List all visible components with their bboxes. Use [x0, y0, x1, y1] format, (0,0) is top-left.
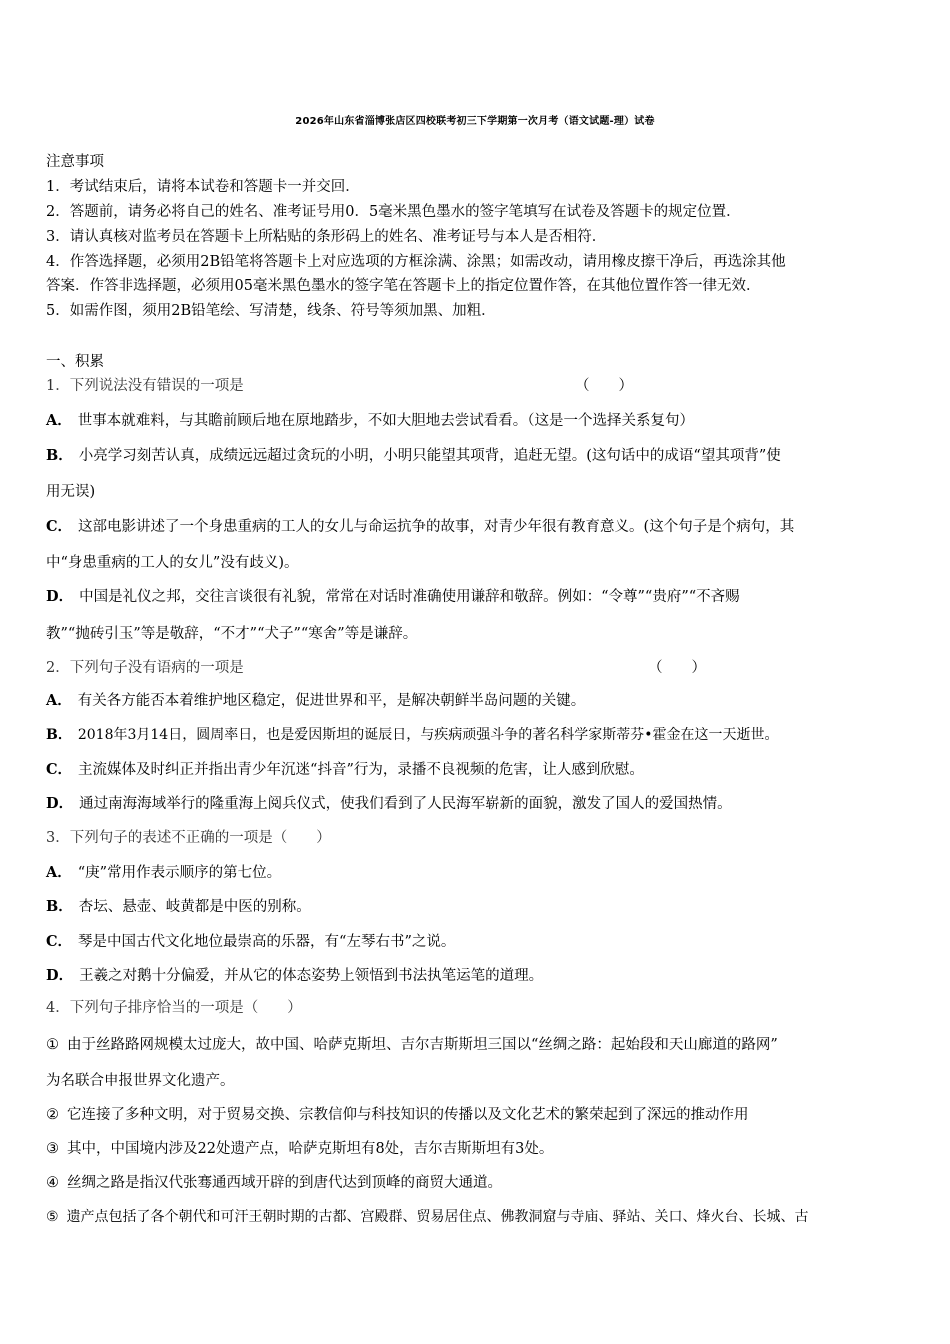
notice-item-4-cont: 答案．作答非选择题，必须用05毫米黑色墨水的签字笔在答题卡上的指定位置作答，在其他位置作答一律无效． — [46, 278, 761, 294]
q4-item-4 — [46, 1173, 502, 1193]
item-mark: ④ — [46, 1175, 59, 1191]
option-text: 世事本就难料，与其瞻前顾后地在原地踏步，不如大胆地去尝试看看。（这是一个选择关系复句） — [77, 413, 695, 429]
notice-item-2: 2．答题前，请务必将自己的姓名、准考证号用0．5毫米黑色墨水的签字笔填写在试卷及答题卡的规定位置． — [46, 204, 741, 220]
q1-answer-paren: （ ） — [575, 378, 633, 394]
q3-option-b — [46, 897, 311, 917]
q4-item-5 — [46, 1207, 809, 1227]
q2-stem: 2．下列句子没有语病的一项是 — [46, 660, 244, 676]
option-text: “庚”常用作表示顺序的第七位。 — [77, 865, 282, 881]
option-label: D． — [46, 588, 74, 605]
q1-option-d-cont: 教”“抛砖引玉”等是敬辞，“不才”“犬子”“寒舍”等是谦辞。 — [46, 626, 418, 642]
item-text: 丝绸之路是指汉代张骞通西域开辟的到唐代达到顶峰的商贸大通道。 — [67, 1175, 502, 1191]
item-mark: ① — [46, 1037, 59, 1053]
option-label: D． — [46, 967, 74, 984]
q3-option-a — [46, 863, 281, 883]
q4-item-1-cont: 为名联合申报世界文化遗产。 — [46, 1073, 235, 1089]
q4-stem: 4．下列句子排序恰当的一项是（ ） — [46, 1000, 302, 1016]
section-heading: 一、积累 — [46, 354, 104, 370]
option-text: 2018年3月14日，圆周率日，也是爱因斯坦的诞辰日，与疾病顽强斗争的著名科学家斯蒂芬•霍金在这一天逝世。 — [77, 727, 779, 743]
notice-item-3: 3．请认真核对监考员在答题卡上所粘贴的条形码上的姓名、准考证号与本人是否相符． — [46, 229, 607, 245]
q1-stem: 1．下列说法没有错误的一项是 — [46, 378, 244, 394]
option-label: C． — [46, 518, 73, 535]
q2-option-d — [46, 794, 732, 814]
item-mark: ⑤ — [46, 1209, 59, 1225]
item-text: 遗产点包括了各个朝代和可汗王朝时期的古都、宫殿群、贸易居住点、佛教洞窟与寺庙、驿站、关口、烽火台、长城、古 — [66, 1209, 809, 1225]
notice-item-1: 1．考试结束后，请将本试卷和答题卡一并交回． — [46, 179, 360, 195]
q2-option-b — [46, 725, 778, 745]
option-label: A． — [46, 412, 72, 429]
option-text: 有关各方能否本着维护地区稳定，促进世界和平，是解决朝鲜半岛问题的关键。 — [77, 693, 586, 709]
q2-option-a — [46, 691, 585, 711]
q4-item-3 — [46, 1139, 553, 1159]
item-text: 它连接了多种文明，对于贸易交换、宗教信仰与科技知识的传播以及文化艺术的繁荣起到了深远的推动作用 — [67, 1107, 749, 1123]
q1-option-c — [46, 517, 794, 537]
option-text: 通过南海海域举行的隆重海上阅兵仪式，使我们看到了人民海军崭新的面貌，激发了国人的爱国热情。 — [79, 796, 732, 812]
notice-item-4: 4．作答选择题，必须用2B铅笔将答题卡上对应选项的方框涂满、涂黑；如需改动，请用橡皮擦干净后，再选涂其他 — [46, 254, 786, 270]
q1-option-c-cont: 中“身患重病的工人的女儿”没有歧义)。 — [46, 555, 299, 571]
option-text: 主流媒体及时纠正并指出青少年沉迷“抖音”行为，录播不良视频的危害，让人感到欣慰。 — [78, 762, 644, 778]
option-label: B． — [46, 447, 73, 464]
q1-option-a — [46, 411, 694, 431]
option-label: C． — [46, 761, 73, 778]
option-label: C． — [46, 933, 73, 950]
page-title: 2026年山东省淄博张店区四校联考初三下学期第一次月考（语文试题-理）试卷 — [295, 116, 655, 127]
q1-option-d — [46, 587, 740, 607]
option-text: 中国是礼仪之邦，交往言谈很有礼貌，常常在对话时准确使用谦辞和敬辞。例如：“令尊”“贵府”“不吝赐 — [79, 589, 740, 605]
option-label: A． — [46, 864, 72, 881]
notice-item-5: 5．如需作图，须用2B铅笔绘、写清楚，线条、符号等须加黑、加粗． — [46, 303, 496, 319]
option-label: D． — [46, 795, 74, 812]
item-text: 其中，中国境内涉及22处遗产点，哈萨克斯坦有8处，吉尔吉斯斯坦有3处。 — [67, 1141, 554, 1157]
q2-answer-paren: （ ） — [648, 660, 706, 676]
notice-heading: 注意事项 — [46, 154, 104, 170]
option-text: 王羲之对鹅十分偏爱，并从它的体态姿势上领悟到书法执笔运笔的道理。 — [79, 968, 544, 984]
option-text: 琴是中国古代文化地位最崇高的乐器，有“左琴右书”之说。 — [78, 934, 456, 950]
q3-option-c — [46, 932, 455, 952]
q1-option-b-cont: 用无误) — [46, 484, 96, 500]
option-text: 小亮学习刻苦认真，成绩远远超过贪玩的小明，小明只能望其项背，追赶无望。(这句话中的成语“望其项背”使 — [78, 448, 781, 464]
option-label: B． — [46, 898, 73, 915]
item-mark: ② — [46, 1107, 59, 1123]
option-text: 杏坛、悬壶、岐黄都是中医的别称。 — [78, 899, 311, 915]
item-mark: ③ — [46, 1141, 59, 1157]
q2-option-c — [46, 760, 644, 780]
option-label: B． — [46, 727, 72, 743]
q4-item-2 — [46, 1105, 749, 1125]
option-text: 这部电影讲述了一个身患重病的工人的女儿与命运抗争的故事，对青少年很有教育意义。(这个句子是个病句，其 — [78, 519, 795, 535]
q4-item-1 — [46, 1035, 778, 1055]
option-label: A． — [46, 692, 72, 709]
q3-stem: 3．下列句子的表述不正确的一项是（ ） — [46, 830, 331, 846]
item-text: 由于丝路路网规模太过庞大，故中国、哈萨克斯坦、吉尔吉斯斯坦三国以“丝绸之路：起始段和天山廊道的路网” — [67, 1037, 778, 1053]
q3-option-d — [46, 966, 543, 986]
q1-option-b — [46, 446, 781, 466]
